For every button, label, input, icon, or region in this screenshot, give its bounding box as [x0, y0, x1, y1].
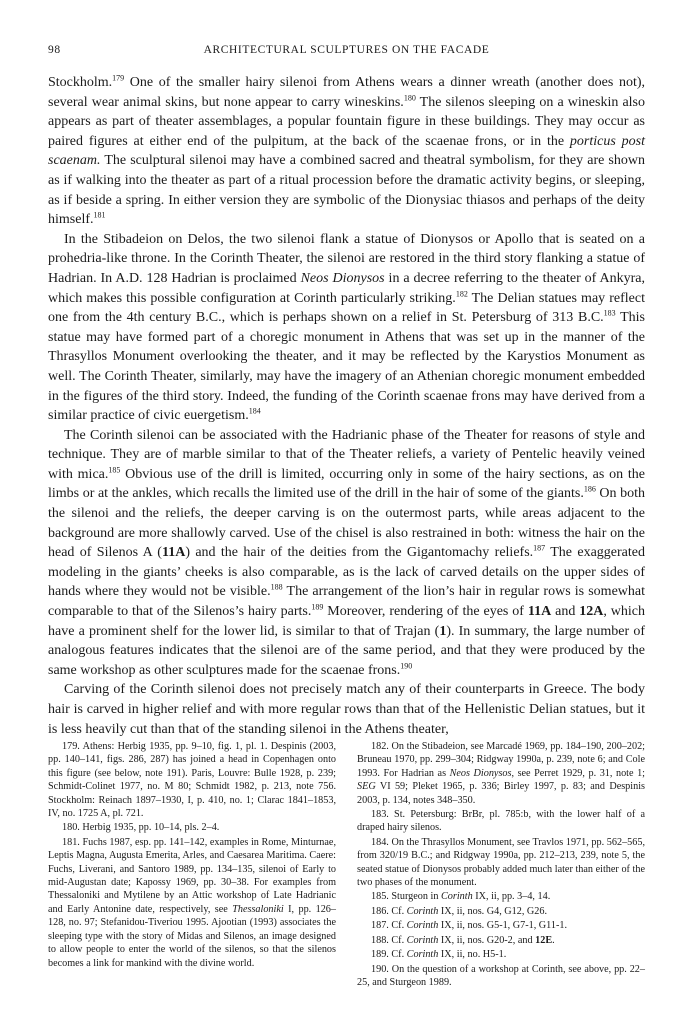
footnote-188: 188. Cf. Corinth IX, ii, nos. G20-2, and 12E.	[371, 934, 555, 946]
running-title: ARCHITECTURAL SCULPTURES ON THE FACADE	[203, 44, 490, 56]
footnote-182: 182. On the Stibadeion, see Marcadé 1969, pp. 184–190, 200–202; Bruneau 1970, pp. 299–304; Ridgway 1990a, p. 239, note 6; and Cole 1993. For Hadrian as Neos Dionysos, see Perret 1929, p. 31, note 1; SEG VI 59; Pleket 1965, p. 336; Birley 1997, p. 83; and Despinis 2003, p. 134, notes 348–350.	[357, 741, 646, 806]
catalog-ref-11a: 11A	[527, 604, 552, 620]
footnote-ref-190[interactable]: 190	[400, 661, 413, 671]
footnote-ref-184[interactable]: 184	[248, 406, 261, 416]
footnote-184: 184. On the Thrasyllos Monument, see Travlos 1971, pp. 562–565, from 320/19 B.C.; and Ridgway 1990a, pp. 212–213, 239, note 5, the seated statue of Dionysos probably added much later than either of the two phases of the monument.	[357, 836, 645, 889]
footnote-179: 179. Athens: Herbig 1935, pp. 9–10, fig. 1, pl. 1. Despinis (2003, pp. 140–141, figs. 286, 287) has joined a head in Copenhagen onto this figure (see below, note 191). Paris, Louvre: Bulle 1928, p. 239; Schmidt-Colinet 1977, no. M 80; Schmidt 1982, p. 213, note 756. Stockholm: Reinach 1897–1930, I, p. 410, no. 1; Clarac 1841–1853, IV, no. 1725 A, pl. 721.	[48, 741, 336, 820]
footnote-185: 185. Sturgeon in Corinth IX, ii, pp. 3–4, 14.	[371, 891, 551, 903]
paragraph-3: The Corinth silenoi can be associated with the Hadrianic phase of the Theater for reasons of style and technique. They are of marble similar to that of the Theater reliefs, a variety of Pentelic heavily veined with mica.$^{185}$ Obvious use of the drill is limited, occurring only in some of the hairy sections, as on the limbs or at the ankles, which recalls the limited use of the drill in the hair of some of the giants.$^{186}$ On both the silenoi and the reliefs, the deeper carving is on the outermost parts, while areas adjacent to the background are more shallowly carved. Use of the chisel is also restrained in both: witness the hair on the head of Silenos A (11A) and the hair of the deities from the Gigantomachy reliefs.$^{187}$ The exaggerated modeling in the giants’ cheeks is also comparable, as is the lack of carved details on the upper sides of hands where they would not be visible.$^{188}$ The arrangement of the lion’s hair in regular rows is somewhat comparable to that of the Silenos’s hairy parts.$^{189}$ Moreover, rendering of the eyes of 11A and 12A, which have a prominent shelf for the lower lid, is similar to that of Trajan (1). In summary, the large number of analogous features indicates that the silenoi are of the same period, and that they were produced by the same workshop as other sculptures made for the scaenae frons.$^{190}$	[48, 427, 646, 678]
footnotes-right-column	[357, 740, 645, 990]
footnote-ref-185[interactable]: 185	[108, 465, 121, 475]
body-text	[48, 73, 645, 739]
footnote-ref-183[interactable]: 183	[603, 308, 616, 318]
footnote-ref-186[interactable]: 186	[583, 484, 596, 494]
footnote-183: 183. St. Petersburg: BrBr, pl. 785:b, with the lower half of a draped hairy silenos.	[357, 809, 645, 834]
footnotes	[48, 740, 645, 990]
footnote-181: 181. Fuchs 1987, esp. pp. 141–142, examples in Rome, Minturnae, Leptis Magna, Augusta Emerita, Arles, and Caesarea Maritima. Caere: Fuchs, Liverani, and Santoro 1989, pp. 134–135, silenoi of Early to mid-Augustan date; Kapossy 1969, pp. 30–38. For examples from Thessaloniki and Mytilene by an Attic workshop of Late Hadrianic and Early Antonine date, respectively, see Thessaloniki I, pp. 126–128, no. 97; Stefanidou-Tiveriou 1995. Ajootian (1993) associates the sleeping type with the story of Midas and Silenos, an image designed to allow people to enter the world of the silenos, so that the silenos becomes a link for mankind with the divine world.	[48, 836, 336, 969]
page-header	[48, 44, 645, 62]
catalog-ref-11a: 11A	[161, 545, 186, 561]
footnote-ref-182[interactable]: 182	[455, 288, 468, 298]
footnote-ref-181[interactable]: 181	[93, 210, 106, 220]
paragraph-4: Carving of the Corinth silenoi does not precisely match any of their counterparts in Greece. The body hair is carved in higher relief and with more regular rows than that of the Hellenistic Delian statues, but it is less heavily cut than that of the standing silenoi in the Athens theater,	[48, 682, 645, 737]
footnotes-left-column	[48, 740, 336, 990]
footnote-ref-189[interactable]: 189	[311, 602, 324, 612]
footnote-189: 189. Cf. Corinth IX, ii, no. H5-1.	[371, 949, 507, 961]
footnote-ref-188[interactable]: 188	[270, 582, 283, 592]
footnote-ref-179[interactable]: 179	[112, 73, 125, 83]
footnote-ref-180[interactable]: 180	[403, 92, 416, 102]
catalog-ref-1: 1	[439, 623, 447, 639]
footnote-186: 186. Cf. Corinth IX, ii, nos. G4, G12, G26.	[371, 905, 548, 917]
footnote-ref-187[interactable]: 187	[533, 543, 546, 553]
paragraph-2: In the Stibadeion on Delos, the two silenoi flank a statue of Dionysos or Apollo that is seated on a prohedria-like throne. In the Corinth Theater, the silenoi are restored in the third story flanking a statue of Hadrian. In A.D. 128 Hadrian is proclaimed Neos Dionysos in a decree referring to the theater of Ankyra, which makes this possible configuration at Corinth particularly striking.$^{182}$ The Delian statues may reflect one from the 4th century B.C., which is perhaps shown on a relief in St. Petersburg of 313 B.C.$^{183}$ This statue may have formed part of a choregic monument in Athens that was set up in the manner of the Thrasyllos Monument overlooking the theater, and it may be reflected by the Karystios Monument as well. The Corinth Theater, similarly, may have the imagery of an Athenian choregic monument embedded in the figures of the third story. Indeed, the funding of the Corinth scaenae frons may have derived from a similar practice of civic euergetism.$^{184}$	[48, 231, 645, 424]
footnote-180: 180. Herbig 1935, pp. 10–14, pls. 2–4.	[62, 822, 220, 834]
footnote-190: 190. On the question of a workshop at Corinth, see above, pp. 22–25, and Sturgeon 1989.	[357, 963, 645, 988]
paragraph-1: Stockholm.$^{179}$ One of the smaller hairy silenoi from Athens wears a dinner wreath (another does not), several wear animal skins, but none appear to carry wineskins.$^{180}$ The silenos sleeping on a wineskin also appears as part of theater assemblages, a popular fountain figure in these buildings. They may occur as paired figures at either end of the pulpitum, at the back of the scaenae frons, or in the porticus post scaenam. The sculptural silenoi may have a combined sacred and theatral symbolism, for they are shown as if walking into the theater as part of a ritual procession before the dramatic activity begins, or sleeping, as if beside a spring. In either version they are symbolic of the Dionysiac thiasos and perhaps of the deity himself.$^{181}$	[48, 73, 645, 228]
footnote-187: 187. Cf. Corinth IX, ii, nos. G5-1, G7-1, G11-1.	[371, 920, 568, 932]
catalog-ref-12a: 12A	[579, 604, 604, 620]
page-number: 98	[48, 44, 61, 56]
